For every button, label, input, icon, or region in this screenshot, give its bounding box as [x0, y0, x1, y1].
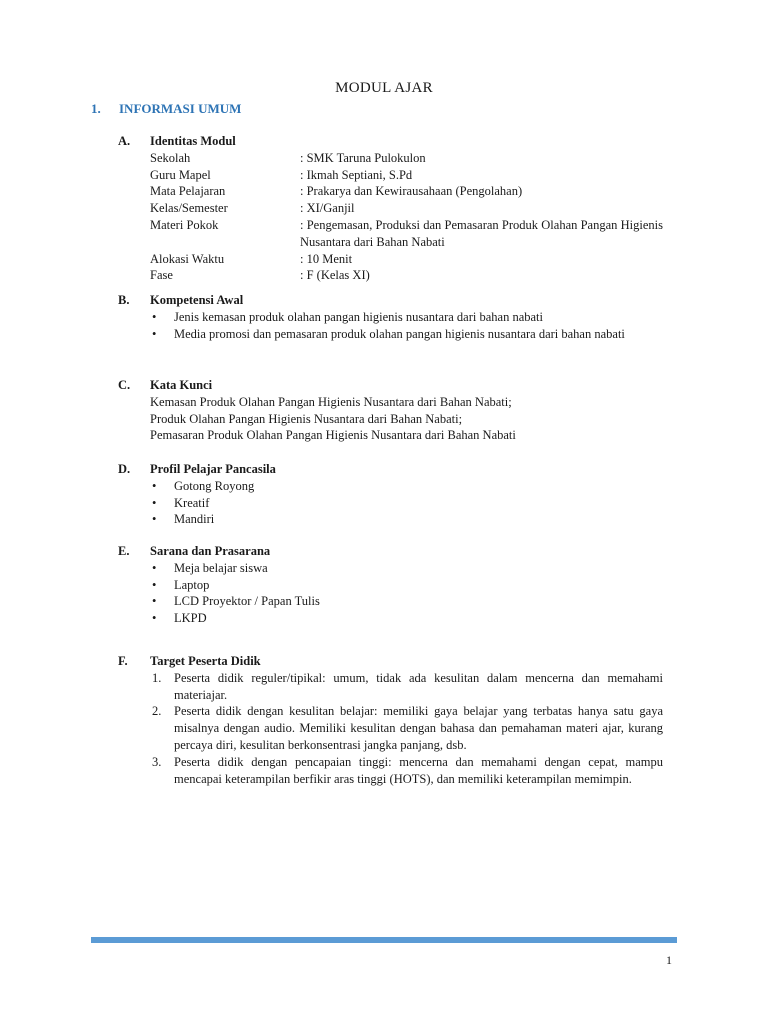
identitas-key: Materi Pokok [150, 217, 219, 232]
list-item [150, 610, 663, 627]
keyword-line: Produk Olahan Pangan Higienis Nusantara dari Bahan Nabati; [150, 411, 463, 426]
target-title: Target Peserta Didik [150, 654, 261, 668]
identitas-value: : SMK Taruna Pulokulon [300, 150, 426, 165]
identitas-heading [118, 133, 663, 150]
identitas-row [150, 183, 663, 200]
identitas-key: Fase [150, 268, 173, 283]
identitas-value: : 10 Menit [300, 251, 353, 266]
target-list [150, 670, 663, 788]
section-number: 1. [91, 101, 101, 116]
list-item [150, 478, 663, 495]
sarana-list [150, 560, 663, 627]
identitas-row [150, 200, 663, 217]
list-item-text: Media promosi dan pemasaran produk olahan pangan higienis nusantara dari bahan nabati [174, 326, 625, 341]
item-text: Peserta didik dengan pencapaian tinggi: mencerna dan memahami dengan cepat, mampu mencapai keterampilan berfikir aras tinggi (HOTS), dan memiliki keterampilan memimpin. [174, 754, 663, 786]
bullet-icon: • [152, 577, 157, 592]
identitas-key: Alokasi Waktu [150, 251, 225, 266]
item-number: 1. [152, 670, 162, 685]
kata-kunci-title: Kata Kunci [150, 378, 213, 392]
list-item-text: LCD Proyektor / Papan Tulis [174, 594, 320, 609]
identitas-key: Mata Pelajaran [150, 184, 226, 199]
page-number: 1 [666, 953, 672, 967]
identitas-key: Kelas/Semester [150, 201, 228, 216]
item-text: Peserta didik reguler/tipikal: umum, tidak ada kesulitan dalam mencerna dan memahami materiajar. [174, 670, 663, 702]
keyword-line: Kemasan Produk Olahan Pangan Higienis Nusantara dari Bahan Nabati; [150, 394, 512, 409]
bullet-icon: • [152, 594, 157, 609]
bullet-icon: • [152, 512, 157, 527]
document-title: MODUL AJAR [335, 80, 433, 96]
footer-divider [91, 937, 677, 943]
sarana-title: Sarana dan Prasarana [150, 544, 271, 558]
kata-kunci-lines [150, 394, 663, 444]
list-item [150, 593, 663, 610]
sarana-letter: E. [118, 544, 130, 558]
identitas-letter: A. [118, 134, 131, 148]
kompetensi-letter: B. [118, 293, 130, 307]
identitas-value: : Prakarya dan Kewirausahaan (Pengolahan) [300, 184, 523, 199]
item-number: 3. [152, 754, 162, 769]
identitas-row [150, 217, 663, 251]
identitas-row [150, 251, 663, 268]
profil-title: Profil Pelajar Pancasila [150, 462, 276, 476]
kompetensi-awal [118, 292, 663, 342]
list-item-text: LKPD [174, 611, 207, 626]
identitas-row [150, 150, 663, 167]
numbered-item [150, 754, 663, 788]
list-item [150, 326, 663, 343]
sarana-heading [118, 543, 663, 560]
profil-pelajar [118, 461, 663, 528]
bullet-icon: • [152, 326, 157, 341]
kata-kunci [118, 377, 663, 444]
list-item [150, 309, 663, 326]
list-item [150, 511, 663, 528]
kompetensi-list [150, 309, 663, 343]
identitas-value: : Pengemasan, Produksi dan Pemasaran Produk Olahan Pangan Higienis Nusantara dari Bahan Nabati [300, 217, 663, 249]
identitas-row [150, 167, 663, 184]
numbered-item [150, 670, 663, 704]
list-item [150, 577, 663, 594]
list-item-text: Laptop [174, 577, 210, 592]
section-heading [91, 101, 241, 117]
target-letter: F. [118, 654, 128, 668]
bullet-icon: • [152, 611, 157, 626]
sarana-prasarana [118, 543, 663, 627]
identitas-modul [118, 133, 663, 284]
kompetensi-heading [118, 292, 663, 309]
item-number: 2. [152, 704, 162, 719]
identitas-title: Identitas Modul [150, 134, 236, 148]
target-peserta [118, 653, 663, 787]
list-item [150, 495, 663, 512]
bullet-icon: • [152, 495, 157, 510]
bullet-icon: • [152, 560, 157, 575]
bullet-icon: • [152, 478, 157, 493]
profil-list [150, 478, 663, 528]
list-item-text: Kreatif [174, 495, 210, 510]
keyword-line: Pemasaran Produk Olahan Pangan Higienis Nusantara dari Bahan Nabati [150, 428, 516, 443]
identitas-key: Guru Mapel [150, 167, 211, 182]
identitas-value: : Ikmah Septiani, S.Pd [300, 167, 413, 182]
list-item-text: Mandiri [174, 512, 215, 527]
identitas-row [150, 267, 663, 284]
numbered-item [150, 703, 663, 753]
kompetensi-title: Kompetensi Awal [150, 293, 244, 307]
item-text: Peserta didik dengan kesulitan belajar: memiliki gaya belajar yang terbatas hanya satu gaya misalnya dengan audio. Memiliki kesulitan dengan bahasa dan pemahaman materi ajar, kurang percaya diri, kesulitan berkonsentrasi jangka panjang, dsb. [174, 704, 663, 752]
section-title: INFORMASI UMUM [119, 101, 242, 116]
target-heading [118, 653, 663, 670]
identitas-table [150, 150, 663, 284]
kata-kunci-heading [118, 377, 663, 394]
bullet-icon: • [152, 309, 157, 324]
identitas-value: : F (Kelas XI) [300, 268, 370, 283]
identitas-value: : XI/Ganjil [300, 201, 355, 216]
profil-letter: D. [118, 462, 131, 476]
list-item-text: Meja belajar siswa [174, 560, 268, 575]
list-item-text: Gotong Royong [174, 478, 255, 493]
kata-kunci-letter: C. [118, 378, 131, 392]
identitas-key: Sekolah [150, 150, 191, 165]
list-item-text: Jenis kemasan produk olahan pangan higienis nusantara dari bahan nabati [174, 309, 543, 324]
profil-heading [118, 461, 663, 478]
list-item [150, 560, 663, 577]
